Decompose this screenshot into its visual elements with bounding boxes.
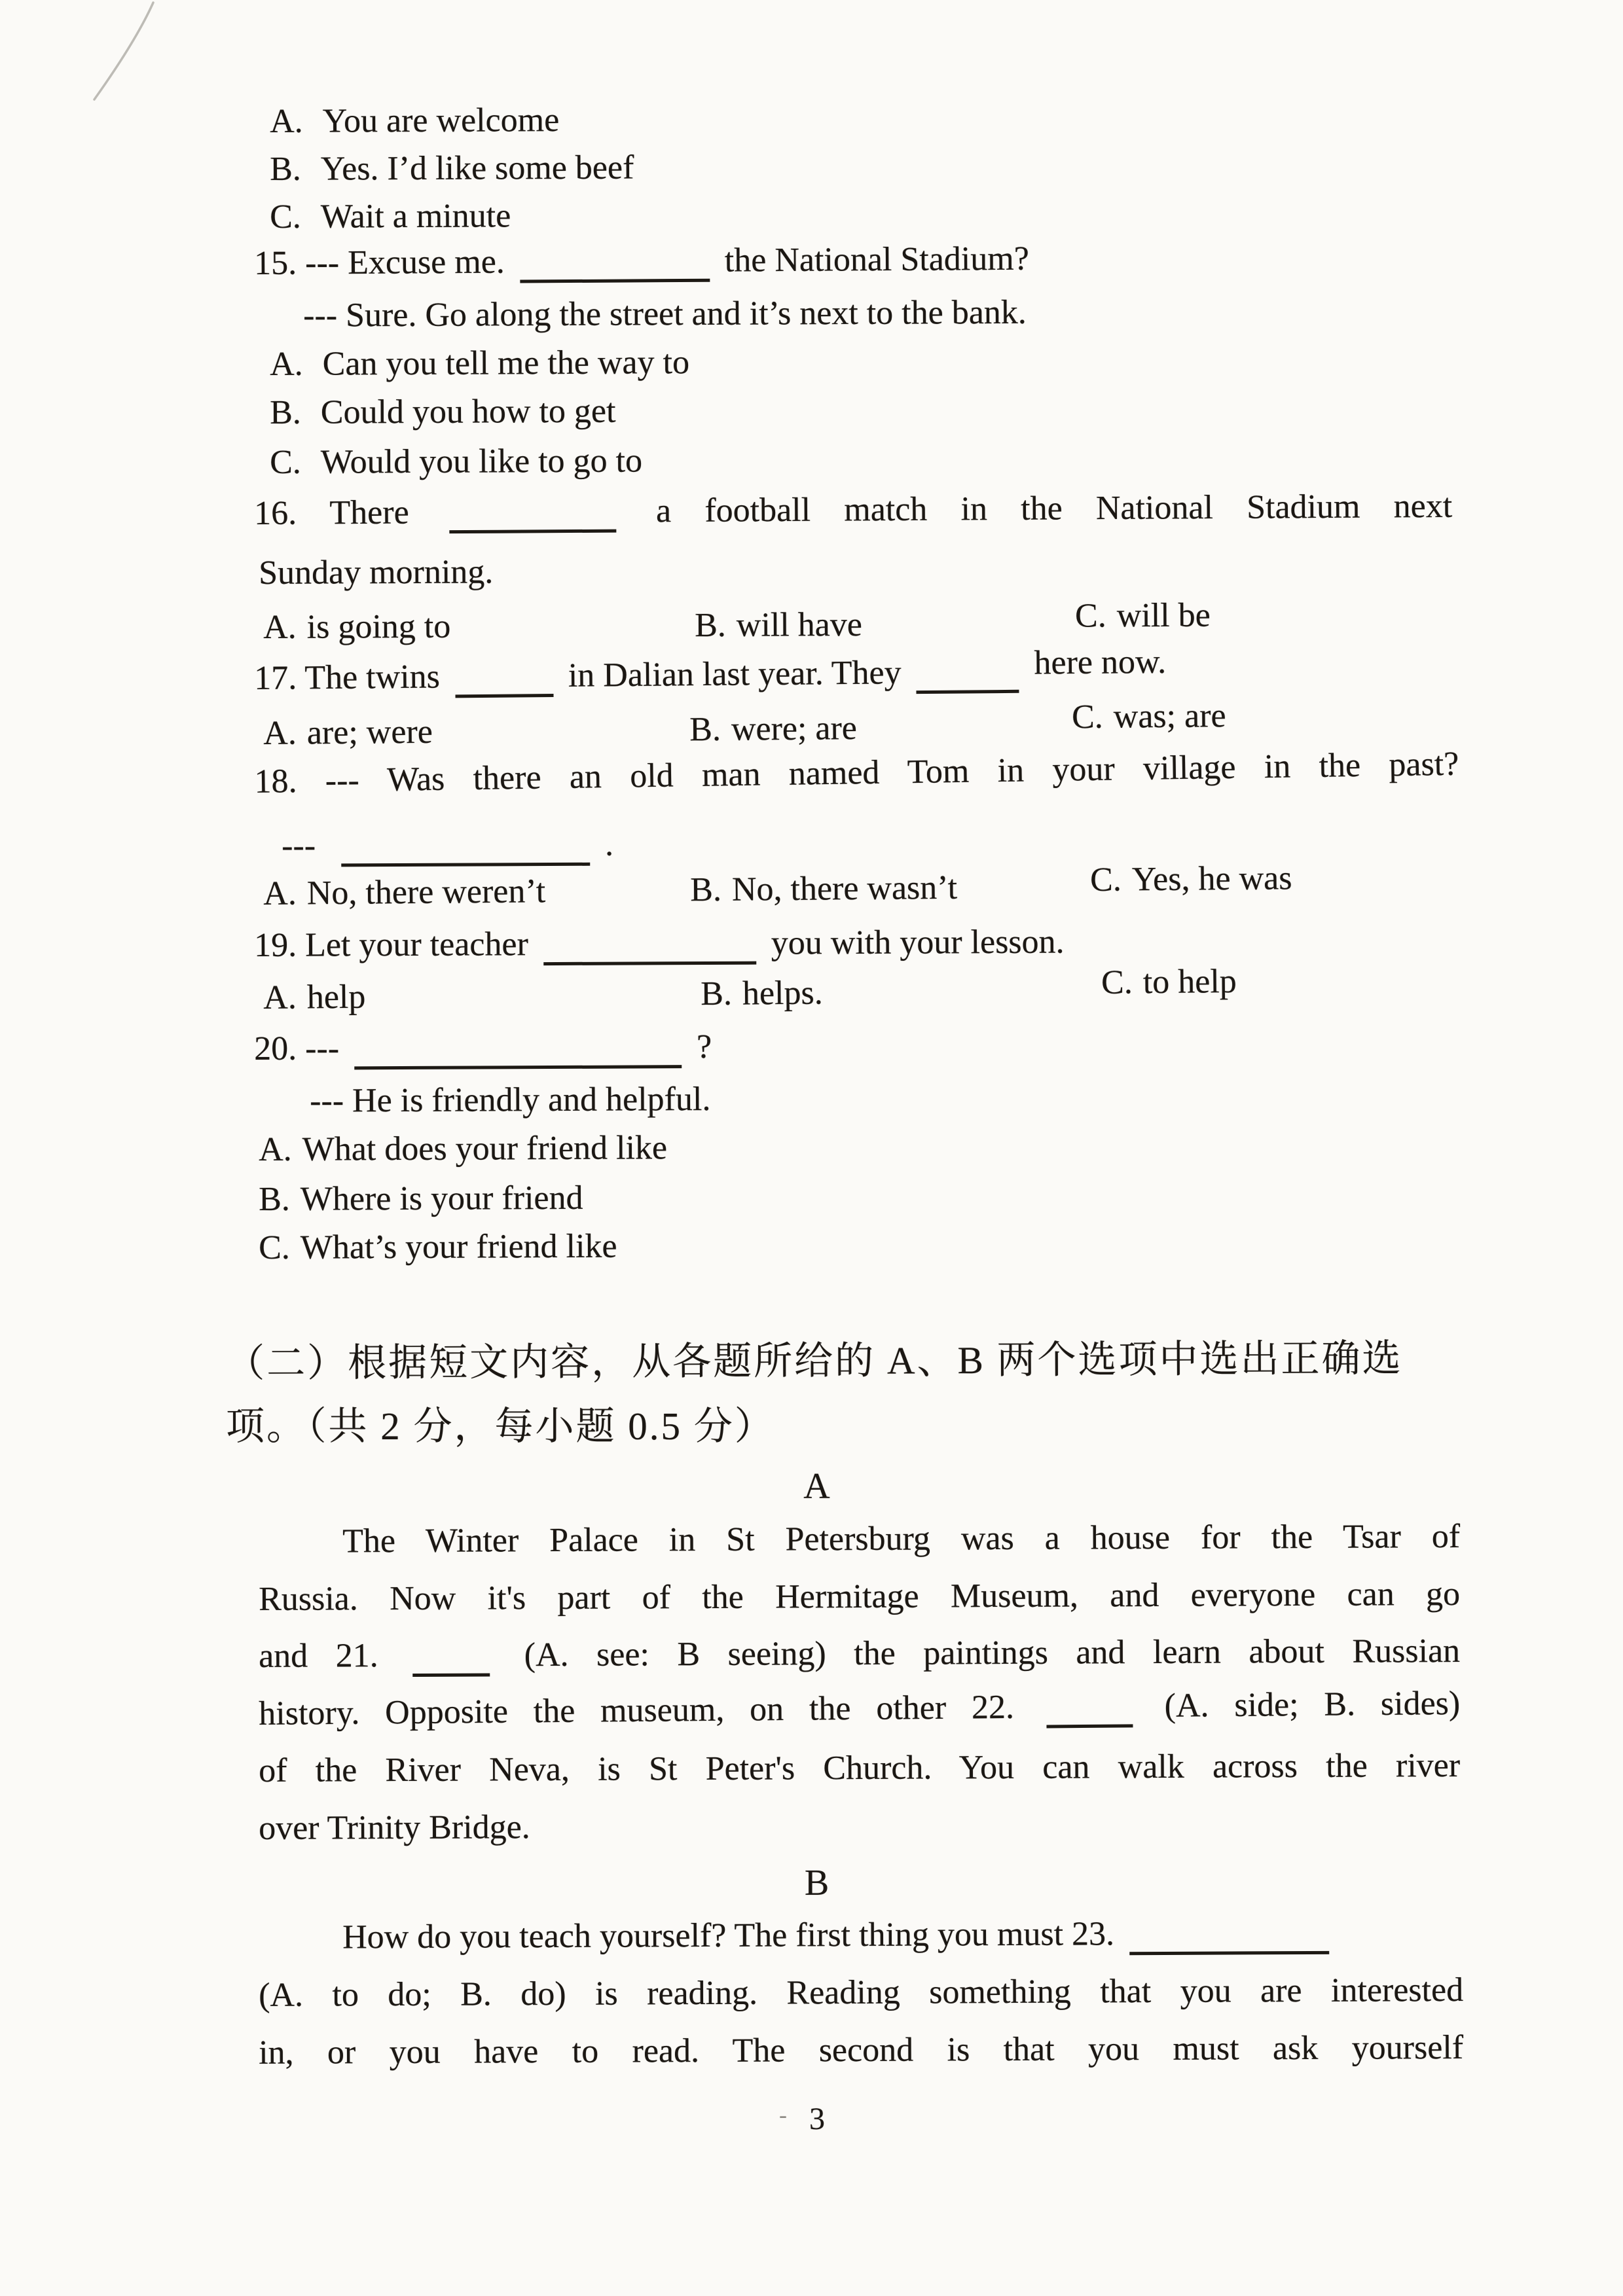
question-20-option-a	[259, 1128, 667, 1170]
option-text: What does your friend like	[302, 1129, 668, 1168]
option-label: A.	[270, 345, 303, 383]
question-18-reply: --- .	[254, 825, 613, 867]
question-14-option-b	[270, 148, 634, 190]
answer-blank-q16	[449, 501, 616, 534]
passage-a-line-2: Russia. Now it's part of the Hermitage Museum, and everyone can go	[259, 1575, 1461, 1618]
section-2-heading-line-2: 项。（共 2 分，每小题 0.5 分）	[226, 1405, 775, 1448]
option-label: B.	[270, 150, 301, 188]
option-label: A.	[259, 1130, 292, 1168]
question-15-option-c	[270, 441, 642, 483]
option-text: Wait a minute	[320, 197, 511, 236]
passage-a-line-6: over Trinity Bridge.	[259, 1808, 530, 1847]
option-label: B.	[270, 393, 301, 431]
option-text: Yes. I’d like some beef	[320, 149, 634, 188]
passage-a-title: A	[803, 1466, 830, 1507]
question-19-option-c: C. to help	[1101, 963, 1237, 1001]
option-text: What’s your friend like	[300, 1227, 617, 1266]
question-20-option-b	[259, 1178, 583, 1220]
question-18-options	[263, 859, 1465, 914]
question-15-stem	[254, 239, 1029, 285]
option-label: B.	[259, 1180, 290, 1218]
answer-blank-q15	[520, 250, 710, 283]
option-label: C.	[270, 198, 301, 236]
answer-blank-q22	[1046, 1695, 1133, 1728]
answer-blank-q23	[1129, 1922, 1329, 1955]
question-17-option-a: A. are; were	[263, 713, 433, 752]
stem-text: 15. --- Excuse me.	[254, 243, 505, 282]
passage-b-title: B	[804, 1863, 830, 1903]
question-14-option-a	[270, 100, 559, 142]
answer-blank-q17-second	[916, 661, 1019, 694]
page-number: 3	[809, 2102, 825, 2136]
question-16-option-a: A. is going to	[263, 607, 451, 646]
question-20-reply: --- He is friendly and helpful.	[310, 1080, 711, 1120]
option-text: You are welcome	[322, 101, 560, 140]
option-label: A.	[270, 102, 303, 140]
question-19-option-a: A. help	[263, 978, 366, 1016]
option-text: Could you how to get	[320, 392, 616, 431]
question-18-option-a: A. No, there weren’t	[263, 872, 546, 912]
answer-blank-q18	[341, 834, 590, 867]
answer-blank-q21	[412, 1644, 490, 1677]
question-17-option-b: B. were; are	[689, 709, 858, 749]
question-15-option-a	[270, 342, 689, 385]
question-18-option-b: B. No, there wasn’t	[689, 869, 958, 909]
question-19-stem: 19. Let your teacher you with your lesson.	[254, 922, 1065, 967]
question-15-option-b	[270, 391, 616, 433]
answer-blank-q19	[543, 933, 756, 965]
question-17-stem: 17. The twins in Dalian last year. They here now.	[254, 643, 1167, 697]
stem-text: the National Stadium?	[724, 240, 1029, 279]
section-2-heading-line-1: （二）根据短文内容，从各题所给的 A、B 两个选项中选出正确选	[225, 1336, 1403, 1385]
question-16-stem-continued: Sunday morning.	[259, 553, 494, 592]
option-label: C.	[259, 1229, 290, 1266]
passage-b-line-3: in, or you have to read. The second is that you must ask yourself	[259, 2028, 1464, 2072]
passage-b-line-2: (A. to do; B. do) is reading. Reading something that you are interested	[259, 1971, 1464, 2014]
question-20-option-c	[259, 1227, 617, 1268]
question-14-option-c	[270, 196, 511, 238]
option-text: Can you tell me the way to	[322, 344, 690, 383]
question-18-stem: 18. --- Was there an old man named Tom in your village in the past?	[254, 745, 1459, 800]
question-18-option-c: C. Yes, he was	[1089, 859, 1292, 899]
question-17-option-c: C. was; are	[1071, 697, 1226, 736]
passage-a-line-1: The Winter Palace in St Petersburg was a house for the Tsar of	[342, 1517, 1461, 1560]
page-footer	[779, 2094, 825, 2140]
answer-blank-q20	[354, 1036, 682, 1069]
question-20-stem: 20. --- ?	[254, 1027, 712, 1070]
option-text: Would you like to go to	[320, 442, 643, 481]
passage-a-line-5: of the River Neva, is St Peter's Church. You can walk across the river	[259, 1746, 1461, 1789]
pencil-stroke-artifact	[84, 0, 169, 111]
question-16-stem: 16. There a football match in the National Stadium next	[254, 486, 1452, 535]
question-15-reply: --- Sure. Go along the street and it’s next to the bank.	[303, 293, 1027, 334]
passage-a-line-3: and 21. (A. see: B seeing) the paintings and learn about Russian	[259, 1631, 1460, 1677]
question-16-option-c: C. will be	[1074, 596, 1211, 635]
answer-blank-q17-first	[455, 665, 553, 698]
question-19-option-b: B. helps.	[700, 974, 823, 1013]
question-16-option-b: B. will have	[695, 606, 862, 645]
passage-a-line-4: history. Opposite the museum, on the other 22. (A. side; B. sides)	[259, 1684, 1461, 1732]
footer-dash-mark: -	[779, 2102, 787, 2128]
passage-b-line-1: How do you teach yourself? The first thing you must 23.	[259, 1913, 1336, 1959]
option-text: Where is your friend	[300, 1179, 583, 1218]
question-19-options	[263, 963, 1465, 1018]
question-16-options	[263, 596, 1465, 648]
option-label: C.	[270, 443, 301, 481]
